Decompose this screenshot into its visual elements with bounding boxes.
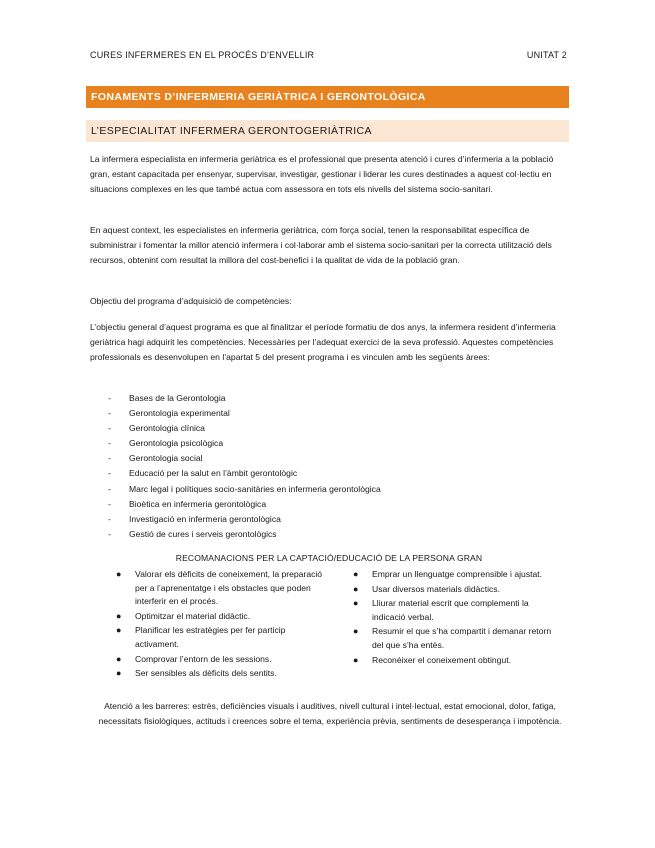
- list-item: ● Lliurar material escrit que complementi la indicació verbal.: [353, 598, 529, 622]
- bullet-dot-icon: ●: [353, 598, 359, 609]
- header-course-title: CURES INFERMERES EN EL PROCÉS D’ENVELLIR: [90, 50, 315, 60]
- paragraph-general-objective: L’objectiu general d’aquest programa es que al finalitzar el període formatiu de dos anys, la infermera resident d’infermeria geriàtrica hagi adquirit les competències. Necessàries per l’adequat exercici de la seva professió. Aquestes competències professionals es desenvolupen en l’apartat 5 del present programa i es vinculen amb les següents àrees:: [90, 322, 556, 363]
- bullet-dot-icon: ●: [353, 583, 359, 594]
- list-item: - Educació per la salut en l’àmbit gerontològic: [100, 466, 381, 481]
- bullet-dot-icon: ●: [116, 653, 122, 664]
- list-item: - Investigació en infermeria gerontològica: [100, 512, 381, 527]
- list-item: ● Optimitzar el material didàctic.: [115, 610, 330, 624]
- dash-bullet-icon: -: [108, 408, 111, 419]
- barriers-note: Atenció a les barreres: estrès, deficiències visuals i auditives, nivell cultural i intel·lectual, estat emocional, dolor, fatiga, necessitats fisiològiques, actituds i creences sobre el tema, experiència prèvia, sentiments de desesperança i impotència.: [98, 701, 562, 727]
- bullet-dot-icon: ●: [353, 626, 359, 637]
- list-item: - Gerontologia social: [100, 451, 381, 466]
- dash-bullet-icon: -: [108, 513, 111, 524]
- recommendations-title: RECOMANACIONS PER LA CAPTACIÓ/EDUCACIÓ DE LA PERSONA GRAN: [175, 553, 483, 563]
- dash-bullet-icon: -: [108, 438, 111, 449]
- dash-bullet-icon: -: [108, 528, 111, 539]
- recommendations-left-list: [115, 568, 330, 682]
- bullet-dot-icon: ●: [116, 625, 122, 636]
- list-item: ● Valorar els dèficits de coneixement, la preparació per a l’aprenentatge i els obstacles que poden interferir en el procés.: [116, 569, 323, 607]
- list-item: ● Usar diversos materials didàctics.: [352, 583, 564, 597]
- list-item: - Gerontologia experimental: [100, 406, 381, 421]
- dash-bullet-icon: -: [108, 498, 111, 509]
- bullet-dot-icon: ●: [116, 610, 122, 621]
- dash-bullet-icon: -: [108, 453, 111, 464]
- section-title-banner: FONAMENTS D’INFERMERIA GERIÀTRICA I GERONTOLÒGICA: [86, 86, 569, 108]
- header-unit-label: UNITAT 2: [526, 50, 567, 60]
- dash-bullet-icon: -: [108, 423, 111, 434]
- paragraph-specialist-definition: La infermera especialista en infermeria geriàtrica es el professional que presenta atenció i cures d’infermeria a la població gran, estant capacitada per ensenyar, supervisar, investigar, gestionar i liderar les cures destinades a aquest col·lectiu en situacions complexes en les que també actua com assessora en tots els nivells del sistema socio-sanitari.: [90, 154, 554, 195]
- bullet-dot-icon: ●: [116, 668, 122, 679]
- list-item: - Gestió de cures i serveis gerontològics: [100, 527, 381, 542]
- subsection-title-banner: L’ESPECIALITAT INFERMERA GERONTOGERIÀTRICA: [86, 120, 569, 142]
- dash-bullet-icon: -: [108, 393, 111, 403]
- list-item: - Gerontologia psicològica: [100, 436, 381, 451]
- recommendations-right-list: [352, 568, 564, 668]
- list-item: - Bases de la Gerontologia: [100, 391, 381, 406]
- list-item: - Marc legal i polítiques socio-sanitàries en infermeria gerontològica: [100, 482, 381, 497]
- list-item: - Bioètica en infermeria gerontològica: [100, 497, 381, 512]
- dash-bullet-icon: -: [108, 468, 111, 479]
- list-item: ● Planificar les estratègies per fer particip activament.: [116, 625, 286, 649]
- list-item: ● Resumir el que s’ha compartit i demanar retorn del que s’ha entès.: [353, 626, 552, 650]
- bullet-dot-icon: ●: [353, 654, 359, 665]
- paragraph-objective-heading: Objectiu del programa d’adquisició de competències:: [90, 296, 292, 306]
- list-item: ● Comprovar l’entorn de les sessions.: [115, 653, 330, 667]
- dash-bullet-icon: -: [108, 483, 111, 494]
- list-item: - Gerontologia clínica: [100, 421, 381, 436]
- bullet-dot-icon: ●: [353, 569, 359, 579]
- areas-list: [100, 391, 381, 542]
- list-item: ● Ser sensibles als dèficits dels sentits.: [115, 667, 330, 681]
- running-header: [90, 50, 567, 60]
- list-item: ● Reconèixer el coneixement obtingut.: [352, 654, 564, 668]
- paragraph-context: En aquest context, les especialistes en infermeria geriàtrica, com força social, tenen la responsabilitat específica de subministrar i fomentar la millor atenció infermera i col·laborar amb el sistema socio-sanitari per la correcta utilització dels recursos, obtenint com resultat la millora del cost-benefici i la qualitat de vida de la població gran.: [90, 225, 552, 266]
- list-item: ● Emprar un llenguatge comprensible i ajustat.: [352, 568, 564, 582]
- bullet-dot-icon: ●: [116, 569, 122, 579]
